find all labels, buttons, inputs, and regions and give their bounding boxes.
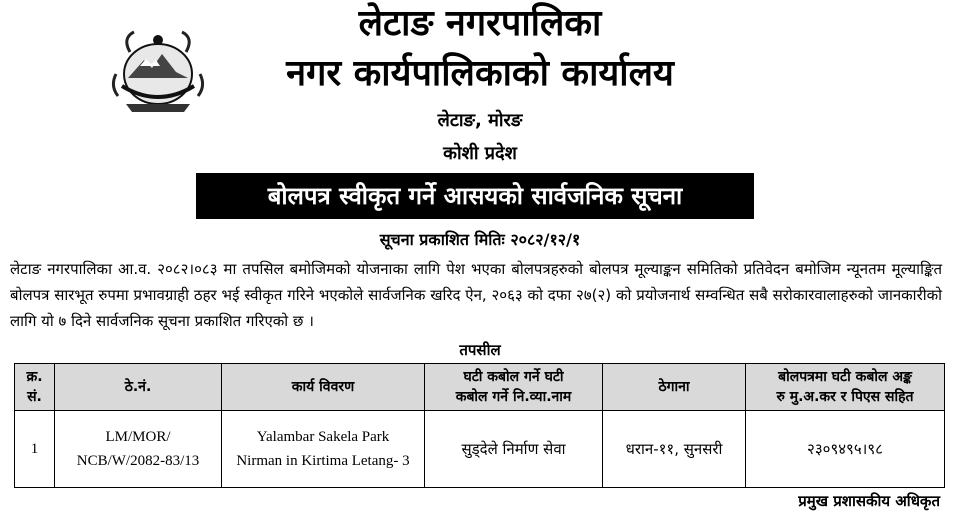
cell-serial-number: 1 <box>15 411 55 488</box>
province-name: कोशी प्रदेश <box>443 143 517 164</box>
office-address: लेटाङ, मोरङ <box>437 110 523 131</box>
header-bid-amount: बोलपत्रमा घटी कबोल अङ्क रु मु.अ.कर र पिएस सहित <box>746 364 945 411</box>
header-serial-number: क्र. सं. <box>15 364 55 411</box>
municipality-name: लेटाङ नगरपालिका <box>358 3 602 44</box>
cell-location: धरान-११, सुनसरी <box>603 411 746 488</box>
bid-details-table <box>14 363 945 488</box>
cell-bid-amount: २३०९४९५।९८ <box>746 411 945 488</box>
cell-contract-number: LM/MOR/ NCB/W/2082-83/13 <box>55 411 222 488</box>
signatory-title: प्रमुख प्रशासकीय अधिकृत <box>798 492 940 510</box>
cell-work-description: Yalambar Sakela Park Nirman in Kirtima Letang- 3 <box>222 411 425 488</box>
cell-bidder-name: सुड्देले निर्माण सेवा <box>425 411 603 488</box>
office-name: नगर कार्यपालिकाको कार्यालय <box>286 53 674 94</box>
table-caption: तपसील <box>459 341 501 359</box>
table-row <box>15 411 945 488</box>
header-work-description: कार्य विवरण <box>222 364 425 411</box>
notice-body: लेटाङ नगरपालिका आ.व. २०८२।०८३ मा तपसिल बमोजिमको योजनाका लागि पेश भएका बोलपत्रहरुको बोलपत्र मूल्याङ्कन समितिको प्रतिवेदन बमोजिम न्यूनतम मूल्याङ्कित बोलपत्र सारभूत रुपमा प्रभावग्राही ठहर भई स्वीकृत गरिने भएकोले सार्वजनिक खरिद ऐन, २०६३ को दफा २७(२) को प्रयोजनार्थ सम्वन्धित सबै सरोकारवालाहरुको जानकारीको लागि यो ७ दिने सार्वजनिक सूचना प्रकाशित गरिएको छ । <box>10 260 942 330</box>
notice-title-banner: बोलपत्र स्वीकृत गर्ने आसयको सार्वजनिक सूचना <box>196 173 754 219</box>
table-header-row <box>15 364 945 411</box>
publish-date: सूचना प्रकाशित मितिः २०८२/१२/१ <box>379 230 581 249</box>
header-bidder-name: घटी कबोल गर्ने घटी कबोल गर्ने नि.व्या.नाम <box>425 364 603 411</box>
header-contract-number: ठे.नं. <box>55 364 222 411</box>
header-location: ठेगाना <box>603 364 746 411</box>
